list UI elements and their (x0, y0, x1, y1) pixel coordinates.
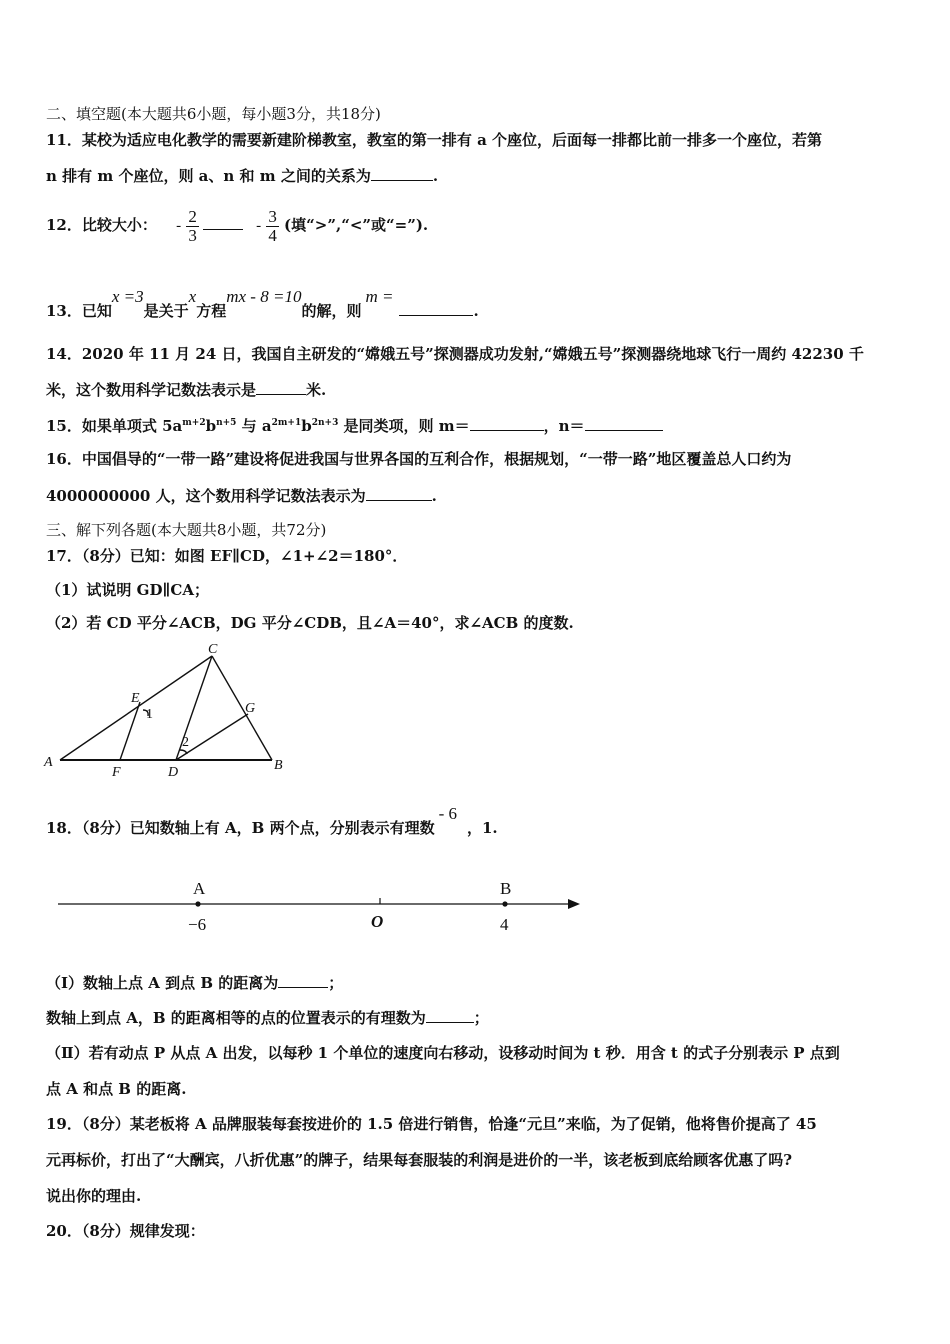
q12-frac1-den: 3 (188, 225, 197, 245)
q16-line1: 16．中国倡导的“一带一路”建设将促进我国与世界各国的互利合作，根据规划，“一带一路”地区覆盖总人口约为 (46, 450, 792, 468)
q15-exp2: n+5 (216, 418, 237, 428)
origin-label: O (371, 912, 384, 931)
label-a: A (44, 755, 53, 770)
q18-part1-blank (278, 973, 328, 988)
q19-line2: 元再标价，打出了“大酬宾，八折优惠”的牌子，结果每套服装的利润是进价的一半，该老板到底给顾客优惠了吗? (46, 1151, 793, 1169)
q18-part2-line2: 点 A 和点 B 的距离. (46, 1080, 187, 1098)
q17-stem: 17．（8分）已知：如图 EF∥CD，∠1+∠2＝180°． (46, 547, 408, 565)
q14-line2 (46, 380, 326, 400)
q13-line (46, 288, 479, 318)
q12-prefix: 12．比较大小： (46, 216, 157, 234)
label-b: B (274, 758, 283, 773)
q12-frac2-sign: - (256, 218, 262, 234)
label-d: D (168, 765, 179, 780)
q16-line2 (46, 486, 437, 506)
label-angle-2: 2 (182, 735, 189, 750)
q18-stem-end: ，1. (467, 819, 498, 837)
label-c: C (208, 642, 218, 657)
q18-part1-text: （Ⅰ）数轴上点 A 到点 B 的距离为 (46, 974, 279, 992)
q20-line1: 20．（8分）规律发现： (46, 1222, 205, 1240)
label-e: E (131, 691, 140, 706)
q15-prefix: 15．如果单项式 5a (46, 417, 183, 435)
q18-part1b-end: ； (473, 1009, 489, 1027)
q11-answer-blank (371, 166, 433, 181)
segment-ef (120, 702, 140, 760)
q18-part2-line1: （Ⅱ）若有动点 P 从点 A 出发，以每秒 1 个单位的速度向右移动，设移动时间为 t 秒．用含 t 的式子分别表示 P 点到 (46, 1044, 840, 1062)
q14-line1: 14．2020 年 11 月 24 日，我国自主研发的“嫦娥五号”探测器成功发射,“嫦娥五号”探测器绕地球飞行一周约 42230 千 (46, 345, 864, 363)
q13-prefix: 13．已知 (46, 302, 112, 320)
q18-stem (46, 804, 498, 838)
q18-part1b-blank (426, 1008, 474, 1023)
point-b-dot (502, 901, 507, 906)
q15-b1: b (205, 417, 217, 435)
q19-line1: 19．（8分）某老板将 A 品牌服装每套按进价的 1.5 倍进行销售，恰逢“元旦”来临，为了促销，他将售价提高了 45 (46, 1115, 817, 1133)
q19-line3: 说出你的理由. (46, 1187, 142, 1205)
q12-fraction-1 (186, 208, 199, 245)
q12-frac1-sign: - (176, 218, 182, 234)
q18-part1b-text: 数轴上到点 A，B 的距离相等的点的位置表示的有理数为 (46, 1009, 426, 1027)
q13-expr-m: m = (365, 287, 394, 306)
section-heading-solve: 三、解下列各题(本大题共8小题，共72分) (46, 521, 327, 539)
q12-suffix: (填“>”,“<”或“=”). (284, 216, 429, 234)
number-line-arrow (568, 899, 580, 909)
q15-exp1: m+2 (182, 418, 206, 428)
q15-mid: 与 a (236, 417, 272, 435)
segment-cb (212, 656, 272, 760)
q12-fraction-2 (266, 208, 279, 245)
q17-triangle-figure (40, 638, 300, 783)
q16-answer-blank (366, 486, 432, 501)
point-a-dot (195, 901, 200, 906)
point-a-label: A (193, 879, 206, 898)
q18-part1b (46, 1008, 489, 1028)
q12-line (46, 205, 428, 246)
q12-answer-blank (203, 215, 243, 230)
q11-line1: 11．某校为适应电化教学的需要新建阶梯教室，教室的第一排有 a 个座位，后面每一排都比前一排多一个座位，若第 (46, 131, 823, 149)
q12-frac1-num: 2 (188, 206, 197, 226)
section-heading-fill-blank: 二、填空题(本大题共6小题，每小题3分，共18分) (46, 105, 381, 123)
q17-part1: （1）试说明 GD∥CA； (46, 581, 209, 599)
point-a-value: −6 (188, 915, 207, 934)
q13-mid3: 的解，则 (301, 302, 362, 320)
q13-var-x: x (188, 287, 197, 306)
q13-end: . (473, 302, 479, 320)
q16-line2-text: 4000000000 人，这个数用科学记数法表示为 (46, 487, 366, 505)
q15-mid2: 是同类项，则 m＝ (338, 417, 470, 435)
q13-mid2: 方程 (196, 302, 227, 320)
q15-b2: b (301, 417, 312, 435)
q15-m-blank (470, 416, 544, 431)
q15-line (46, 413, 663, 436)
q18-part1 (46, 973, 343, 993)
label-g: G (245, 701, 256, 716)
point-b-value: 4 (500, 915, 509, 934)
point-b-label: B (500, 879, 512, 898)
q14-line2-end: 米. (306, 381, 327, 399)
q14-line2-text: 米，这个数用科学记数法表示是 (46, 381, 257, 399)
q11-end: . (432, 167, 439, 185)
q15-mid3: ，n＝ (543, 417, 585, 435)
q13-mid1: 是关于 (143, 302, 189, 320)
q15-n-blank (585, 416, 663, 431)
q18-stem-text: 18．（8分）已知数轴上有 A，B 两个点，分别表示有理数 (46, 819, 435, 837)
q12-frac2-den: 4 (268, 225, 277, 245)
q18-part1-end: ； (328, 974, 344, 992)
q16-end: . (431, 487, 437, 505)
q17-part2: （2）若 CD 平分∠ACB，DG 平分∠CDB，且∠A＝40°，求∠ACB 的度数. (46, 614, 574, 632)
q13-expr-x-eq-3: x =3 (111, 287, 144, 306)
q15-exp4: 2n+3 (311, 418, 339, 428)
q11-line2 (46, 166, 438, 186)
q12-frac2-num: 3 (268, 206, 277, 226)
q14-answer-blank (256, 380, 306, 395)
q13-answer-blank (399, 301, 473, 316)
label-f: F (112, 765, 121, 780)
q15-exp3: 2m+1 (271, 418, 302, 428)
segment-ac (60, 656, 212, 760)
q11-line2-text: n 排有 m 个座位，则 a、n 和 m 之间的关系为 (46, 167, 371, 185)
q13-equation: mx - 8 =10 (226, 287, 302, 306)
q18-number-line (50, 872, 590, 942)
label-angle-1: 1 (146, 707, 153, 722)
q18-value-neg6: - 6 (438, 804, 457, 823)
